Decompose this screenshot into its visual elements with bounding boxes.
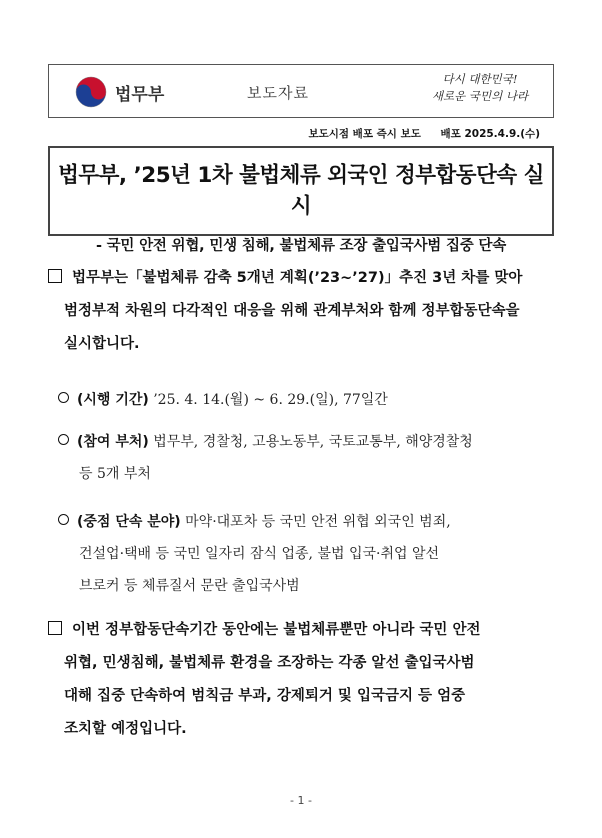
bullet-period-label: (시행 기간): [77, 392, 149, 408]
sub-title: - 국민 안전 위협, 민생 침해, 불법체류 조장 출입국사범 집중 단속: [95, 238, 507, 254]
bullet-focus-label: (중점 단속 분야): [77, 514, 181, 530]
ministry-name: 법무부: [115, 85, 165, 105]
circle-bullet-icon: [58, 392, 69, 403]
document-header: [48, 64, 554, 118]
slogan-line-1: 다시 대한민국!: [442, 72, 518, 86]
paragraph-1-line-3: 실시합니다.: [64, 336, 140, 352]
bullet-agencies-text-1: 법무부, 경찰청, 고용노동부, 국토교통부, 해양경찰청: [148, 434, 473, 450]
release-info: [304, 126, 540, 141]
paragraph-1: [48, 262, 558, 361]
ministry-logo-icon: [75, 76, 107, 108]
paragraph-2-line-2: 위협, 민생침해, 불법체류 환경을 조장하는 각종 알선 출입국사범: [64, 655, 475, 671]
slogan-line-2: 새로운 국민의 나라: [431, 89, 529, 103]
circle-bullet-icon: [58, 434, 69, 445]
page-number: - 1 -: [290, 794, 312, 807]
press-release-label: 보도자료: [247, 84, 309, 102]
bullet-focus-areas: [58, 506, 558, 602]
release-timing: 보도시점 배포 즉시 보도: [308, 128, 421, 140]
square-bullet-icon: [48, 621, 62, 635]
bullet-agencies-text-2: 등 5개 부처: [79, 466, 151, 482]
bullet-focus-text-1: 마약·대포차 등 국민 안전 위협 외국인 범죄,: [180, 514, 451, 530]
bullet-focus-text-2: 건설업·택배 등 국민 일자리 잠식 업종, 불법 입국·취업 알선: [79, 546, 440, 562]
square-bullet-icon: [48, 269, 62, 283]
main-title: 법무부, ’25년 1차 불법체류 외국인 정부합동단속 실시: [58, 163, 544, 219]
bullet-period: [58, 384, 558, 416]
paragraph-1-line-1: 법무부는「불법체류 감축 5개년 계획(’23~’27)」추진 3년 차를 맞아: [72, 270, 523, 286]
slogan: [421, 71, 539, 105]
paragraph-2-line-4: 조치할 예정입니다.: [64, 721, 187, 737]
circle-bullet-icon: [58, 514, 69, 525]
bullet-agencies-label: (참여 부처): [77, 434, 149, 450]
release-date: 배포 2025.4.9.(수): [440, 128, 540, 140]
title-box: [48, 146, 554, 254]
bullet-period-text: ’25. 4. 14.(월) ~ 6. 29.(일), 77일간: [148, 392, 388, 408]
paragraph-2-line-1: 이번 정부합동단속기간 동안에는 불법체류뿐만 아니라 국민 안전: [72, 622, 481, 638]
bullet-agencies: [58, 426, 558, 490]
paragraph-2: [48, 614, 558, 746]
paragraph-1-line-2: 범정부적 차원의 다각적인 대응을 위해 관계부처와 함께 정부합동단속을: [64, 303, 520, 319]
paragraph-2-line-3: 대해 집중 단속하여 범칙금 부과, 강제퇴거 및 입국금지 등 엄중: [64, 688, 466, 704]
bullet-focus-text-3: 브로커 등 체류질서 문란 출입국사범: [79, 578, 300, 594]
